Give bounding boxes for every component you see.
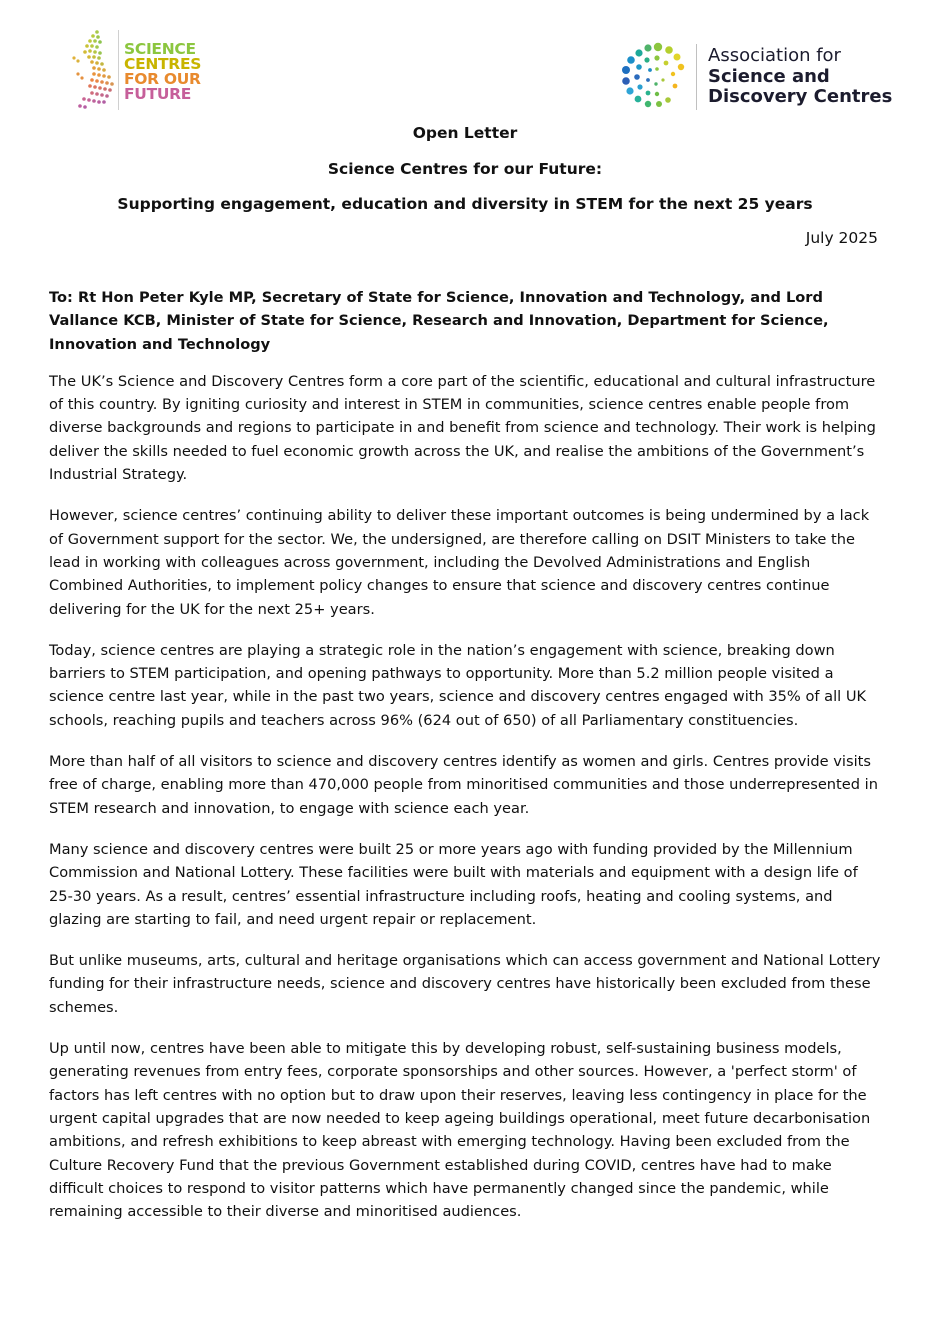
- paragraph: Today, science centres are playing a strategic role in the nation’s engagement with science, breaking down barriers to STEM participation, and opening pathways to opportunity. More than 5.2 million people visited a science centre last year, while in the past two years, science and discovery centres engaged with 35% of all UK schools, reaching pupils and teachers across 96% (624 out of 650) of all Parliamentary constituencies.: [49, 641, 867, 729]
- science-centres-for-our-future-logo: [70, 28, 230, 112]
- wordmark-line: FOR OUR: [124, 70, 201, 88]
- wordmark-line: CENTRES: [124, 55, 202, 73]
- letter-date: July 2025: [805, 229, 878, 247]
- association-wordmark: [708, 46, 892, 108]
- assoc-line: Association for: [708, 45, 841, 66]
- letter-subtitle: Science Centres for our Future:: [327, 160, 603, 178]
- letter-subtitle-2: Supporting engagement, education and diversity in STEM for the next 25 years: [117, 195, 813, 213]
- logo-divider: [696, 44, 697, 110]
- paragraph: More than half of all visitors to science and discovery centres identify as women and girls. Centres provide visits free of charge, enabling more than 470,000 people from minoritised communities and those underrepresented in STEM research and innovation, to engage with science each year.: [49, 753, 878, 817]
- logo-wordmark: [124, 42, 201, 102]
- letter-body: [49, 286, 881, 1241]
- wordmark-line: FUTURE: [124, 85, 192, 103]
- paragraph: The UK’s Science and Discovery Centres form a core part of the scientific, educational and cultural infrastructure of this country. By igniting curiosity and interest in STEM in communities, science centres enable people from diverse backgrounds and regions to participate in and benefit from science and technology. Their work is helping deliver the skills needed to fuel economic growth across the UK, and realise the ambitions of the Government’s Industrial Strategy.: [49, 372, 876, 484]
- uk-map-dots-icon: [70, 28, 116, 112]
- letter-title: Open Letter: [412, 124, 518, 142]
- paragraph: Up until now, centres have been able to mitigate this by developing robust, self-sustaining business models, generating revenues from entry fees, corporate sponsorships and other sources. However, a 'perfect storm' of factors has left centres with no option but to draw upon their reserves, leaving less contingency in place for the urgent capital upgrades that are now needed to keep ageing buildings operational, meet future decarbonisation ambitions, and refresh exhibitions to keep abreast with emerging technology. Having been excluded from the Culture Recovery Fund that the previous Government established during COVID, centres have had to make difficult choices to respond to visitor patterns which have permanently changed since the pandemic, while remaining accessible to their diverse and minoritised audiences.: [49, 1040, 871, 1221]
- dotted-spiral-icon: [620, 40, 690, 112]
- paragraph: Many science and discovery centres were built 25 or more years ago with funding provided by the Millennium Commission and National Lottery. These facilities were built with materials and equipment with a design life of 25-30 years. As a result, centres’ essential infrastructure including roofs, heating and cooling systems, and glazing are starting to fail, and need urgent repair or replacement.: [49, 840, 858, 928]
- wordmark-line: SCIENCE: [124, 40, 196, 58]
- paragraph: But unlike museums, arts, cultural and heritage organisations which can access government and National Lottery funding for their infrastructure needs, science and discovery centres have historically been excluded from these schemes.: [49, 952, 881, 1016]
- association-for-science-and-discovery-centres-logo: [620, 40, 910, 115]
- assoc-line: Science and: [708, 65, 830, 87]
- assoc-line: Discovery Centres: [708, 86, 893, 107]
- paragraph: However, science centres’ continuing ability to deliver these important outcomes is being undermined by a lack of Government support for the sector. We, the undersigned, are therefore calling on DSIT Ministers to take the lead in working with colleagues across government, including the Devolved Administrations and English Combined Authorities, to implement policy changes to ensure that science and discovery centres continue delivering for the UK for the next 25+ years.: [49, 507, 870, 618]
- logo-divider: [118, 30, 119, 110]
- addressee: To: Rt Hon Peter Kyle MP, Secretary of State for Science, Innovation and Technology, and Lord Vallance KCB, Minister of State for Science, Research and Innovation, Department for Science, Innovation and Technology: [49, 289, 829, 353]
